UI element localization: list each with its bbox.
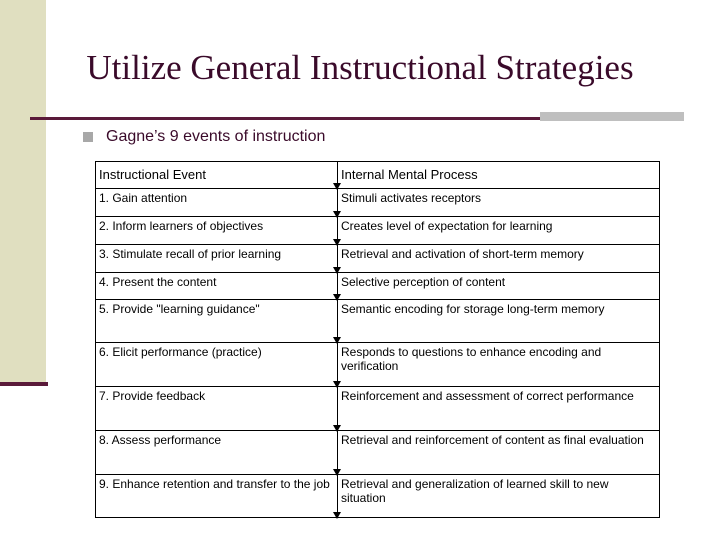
process-cell	[338, 431, 660, 475]
process-text: Stimuli activates receptors	[341, 191, 482, 205]
process-cell	[338, 245, 660, 273]
process-cell	[338, 300, 660, 343]
table-row	[96, 245, 660, 273]
event-cell: 1. Gain attention	[96, 189, 338, 217]
process-text: Reinforcement and assessment of correct performance	[341, 389, 634, 403]
process-text: Retrieval and activation of short-term memory	[341, 247, 584, 261]
process-text: Creates level of expectation for learning	[341, 219, 553, 233]
table-row	[96, 189, 660, 217]
process-text: Selective perception of content	[341, 275, 506, 289]
process-text: Responds to questions to enhance encoding and verification	[341, 345, 602, 373]
header-internal-mental-process	[338, 162, 660, 189]
events-table	[95, 161, 660, 518]
process-text: Semantic encoding for storage long-term memory	[341, 302, 605, 316]
table-row	[96, 217, 660, 245]
event-cell: 5. Provide "learning guidance"	[96, 300, 338, 343]
header-instructional-event: Instructional Event	[96, 162, 338, 189]
event-cell: 4. Present the content	[96, 273, 338, 300]
process-cell	[338, 475, 660, 518]
process-cell	[338, 387, 660, 431]
square-bullet-icon	[83, 132, 93, 142]
process-cell	[338, 189, 660, 217]
slide-title: Utilize General Instructional Strategies	[86, 48, 634, 87]
event-cell: 2. Inform learners of objectives	[96, 217, 338, 245]
process-cell	[338, 217, 660, 245]
process-text: Retrieval and generalization of learned skill to new situation	[341, 477, 609, 505]
title-underline	[30, 117, 550, 120]
header-internal-mental-process-label: Internal Mental Process	[341, 167, 478, 182]
table-header-row	[96, 162, 660, 189]
event-cell: 8. Assess performance	[96, 431, 338, 475]
process-cell	[338, 273, 660, 300]
event-cell: 9. Enhance retention and transfer to the job	[96, 475, 338, 518]
event-cell: 7. Provide feedback	[96, 387, 338, 431]
table-row	[96, 300, 660, 343]
table-row	[96, 343, 660, 387]
process-cell	[338, 343, 660, 387]
side-bar-accent-line	[0, 382, 48, 386]
process-text: Retrieval and reinforcement of content as final evaluation	[341, 433, 644, 447]
slide-subtitle: Gagne’s 9 events of instruction	[106, 128, 326, 145]
table-row	[96, 475, 660, 518]
title-underline-accent	[540, 112, 684, 121]
event-cell: 3. Stimulate recall of prior learning	[96, 245, 338, 273]
table-row	[96, 273, 660, 300]
arrow-down-icon	[333, 512, 341, 519]
table-row	[96, 387, 660, 431]
table-row	[96, 431, 660, 475]
event-cell: 6. Elicit performance (practice)	[96, 343, 338, 387]
